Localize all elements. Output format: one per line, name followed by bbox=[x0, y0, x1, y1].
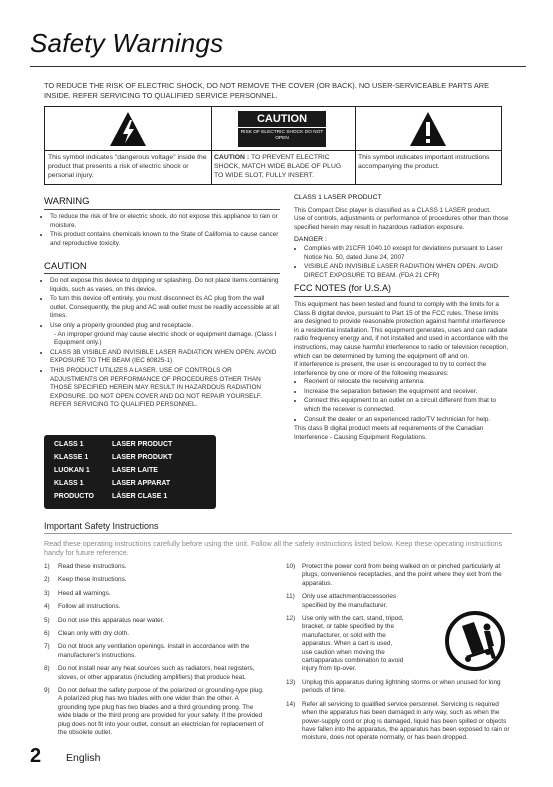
top-note: TO REDUCE THE RISK OF ELECTRIC SHOCK, DO NOT REMOVE THE COVER (OR BACK). NO USER-SERVICEABLE PARTS ARE INSIDE. REFER SERVICING TO QUALIFIED SERVICE PERSONNEL. bbox=[44, 81, 490, 100]
instruction-text: Do not install near any heat sources such as radiators, heat registers, stoves, or other apparatus (including amplifiers) that produce heat. bbox=[58, 665, 255, 681]
instruction-item bbox=[44, 630, 266, 638]
lightning-warning-icon bbox=[109, 111, 147, 147]
class-row-value: LASER LAITE bbox=[112, 467, 158, 474]
instruction-number: 7) bbox=[44, 643, 50, 651]
instruction-number: 14) bbox=[286, 700, 296, 708]
caution-sub: RISK OF ELECTRIC SHOCK DO NOT OPEN bbox=[240, 130, 324, 141]
warning-list bbox=[40, 213, 280, 249]
caution-item-text: Use only a properly grounded plug and receptacle. bbox=[50, 321, 194, 329]
fcc-paragraph: This equipment has been tested and found to comply with the limits for a Class B digital device, pursuant to Part 15 of the FCC rules. These limits are designed to provide reasonable protection against harmful interference in a residential installation. This equipment generates, uses and can radiate radio frequency energy and, if not installed and used in accordance with the instructions, may cause harmful interference to radio or television reception, which can be determined by turning the equipment off and on. bbox=[294, 300, 509, 360]
instruction-number: 5) bbox=[44, 616, 50, 624]
instruction-text: Refer all servicing to qualified service personnel. Servicing is required when the apparatus has been damaged in any way, such as when the power-supply cord or plug is damaged, liquid has been spilled or objects have fallen into the apparatus, the apparatus has been exposed to rain or moisture, does not operate normally, or has been dropped. bbox=[302, 700, 510, 742]
instruction-text: Only use attachment/accessories specified by the manufacturer. bbox=[302, 593, 397, 609]
caution-desc-text: TO PREVENT ELECTRIC SHOCK, MATCH WIDE BLADE OF PLUG TO WIDE SLOT, FULLY INSERT. bbox=[214, 154, 342, 179]
instruction-item bbox=[286, 563, 514, 588]
fcc-paragraph: If interference is present, the user is encouraged to try to correct the interference by one or more of the following measures: bbox=[294, 361, 487, 377]
voltage-symbol-desc: This symbol indicates "dangerous voltage" inside the product that presents a risk of electric shock or personal injury. bbox=[45, 150, 211, 184]
instruction-item bbox=[44, 687, 266, 737]
class-row-label: CLASS 1 bbox=[54, 441, 84, 448]
class-row-label: KLASSE 1 bbox=[54, 454, 89, 461]
table-cell-voltage bbox=[45, 107, 212, 184]
page-language: English bbox=[66, 752, 101, 764]
instructions-heading: Important Safety Instructions bbox=[44, 521, 159, 531]
danger-item: • Complies with 21CFR 1040.10 except for deviations pursuant to Laser Notice No. 50, dated June 24, 2007 bbox=[304, 245, 509, 262]
title-rule bbox=[30, 66, 526, 67]
instruction-item bbox=[44, 643, 266, 660]
cart-tipover-warning-icon bbox=[444, 610, 506, 672]
instruction-number: 6) bbox=[44, 630, 50, 638]
instruction-item bbox=[44, 603, 266, 611]
warning-item: • To reduce the risk of fire or electric shock, do not expose this appliance to rain or moisture. bbox=[50, 213, 280, 230]
class-row-value: LASER APPARAT bbox=[112, 480, 171, 487]
caution-item: • Do not expose this device to dripping or splashing. Do not place items containing liquids, such as vases, on this device. bbox=[50, 277, 280, 294]
instruction-number: 13) bbox=[286, 678, 296, 686]
exclamation-warning-icon bbox=[409, 111, 447, 147]
instruction-text: Unplug this apparatus during lightning storms or when unused for long periods of time. bbox=[302, 678, 501, 695]
fcc-item: • Reorient or relocate the receiving antenna. bbox=[304, 378, 509, 387]
caution-label: CAUTION bbox=[256, 113, 308, 125]
instruction-item bbox=[286, 615, 404, 674]
instruction-item bbox=[44, 665, 266, 682]
instruction-text: Clean only with dry cloth. bbox=[58, 630, 130, 638]
danger-item: • VISIBLE AND INVISIBLE LASER RADIATION WHEN OPEN. AVOID DIRECT EXPOSURE TO BEAM. (FDA 21 CFR) bbox=[304, 263, 509, 280]
fcc-heading: FCC NOTES (for U.S.A) bbox=[294, 283, 392, 294]
instructions-symbol-desc: This symbol indicates important instructions accompanying the product. bbox=[355, 150, 501, 184]
caution-divider bbox=[238, 127, 326, 128]
table-cell-caution bbox=[211, 107, 356, 184]
class-row-value: LASER PRODUCT bbox=[112, 441, 173, 448]
instruction-number: 4) bbox=[44, 603, 50, 611]
class1-heading: CLASS 1 LASER PRODUCT bbox=[294, 194, 382, 201]
warning-rule bbox=[44, 209, 280, 210]
class-row-label: LUOKAN 1 bbox=[54, 467, 90, 474]
caution-heading: CAUTION bbox=[44, 261, 87, 272]
page-title: Safety Warnings bbox=[30, 28, 224, 58]
caution-sub-item: - An improper ground may cause electric shock or equipment damage. (Class I Equipment only.) bbox=[54, 330, 277, 347]
danger-heading: DANGER : bbox=[294, 236, 327, 244]
instruction-number: 2) bbox=[44, 576, 50, 584]
warning-symbols-table bbox=[44, 106, 502, 185]
class-row-label: KLASS 1 bbox=[54, 480, 84, 487]
instruction-text: Do not block any ventilation openings. Install in accordance with the manufacturer's instructions. bbox=[58, 643, 250, 659]
warning-heading: WARNING bbox=[44, 196, 90, 207]
caution-item bbox=[50, 322, 280, 348]
instructions-list-left bbox=[44, 563, 266, 743]
instruction-text: Do not defeat the safety purpose of the polarized or grounding-type plug. A polarized plug has two blades with one wider than the other. A grounding type plug has two blades and a third grounding prong. The wide blade or the third prong are provided for your safety. If the provided plug does not fit into your outlet, consult an electrician for replacement of the obsolete outlet. bbox=[58, 687, 264, 737]
instruction-number: 9) bbox=[44, 687, 50, 695]
instruction-number: 8) bbox=[44, 665, 50, 673]
class-row-value: LASER PRODUKT bbox=[112, 454, 173, 461]
caution-label-box bbox=[238, 111, 326, 147]
class-row-value: LÁSER CLASE 1 bbox=[112, 493, 168, 500]
caution-item: • To turn this device off entirely, you must disconnect its AC plug from the wall outlet. Consequently, the plug and AC wall outlet must be readily accessible at all times. bbox=[50, 295, 280, 321]
instructions-intro: Read these operating instructions carefully before using the unit. Follow all the safety instructions listed below. Keep these operating instructions handy for future reference. bbox=[44, 539, 503, 557]
laser-class-box bbox=[44, 435, 216, 509]
instruction-number: 12) bbox=[286, 615, 296, 623]
instruction-item bbox=[286, 593, 404, 610]
warning-item: • This product contains chemicals known to the State of California to cause cancer and reproductive toxicity. bbox=[50, 231, 280, 248]
class1-paragraph: This Compact Disc player is classified as a CLASS 1 LASER product. bbox=[294, 206, 491, 214]
instruction-number: 10) bbox=[286, 563, 296, 570]
fcc-paragraph: This class B digital product meets all requirements of the Canadian Interference - Causing Equipment Regulations. bbox=[294, 425, 484, 441]
right-column bbox=[294, 194, 509, 442]
table-cell-instructions bbox=[355, 107, 501, 184]
instruction-text: Keep these Instructions. bbox=[58, 576, 127, 584]
instruction-text: Heed all warnings. bbox=[58, 589, 111, 597]
instruction-item bbox=[286, 701, 514, 743]
class-row-label: PRODUCTO bbox=[54, 493, 94, 500]
instruction-text: Do not use this apparatus near water. bbox=[58, 616, 165, 624]
instruction-number: 1) bbox=[44, 563, 50, 570]
fcc-item: • Connect this equipment to an outlet on a circuit different from that to which the receiver is connected. bbox=[304, 397, 509, 414]
page-number: 2 bbox=[30, 745, 42, 767]
instruction-item bbox=[44, 617, 266, 625]
instruction-item bbox=[44, 576, 266, 584]
instruction-text: Protect the power cord from being walked on or pinched particularly at plugs, convenience receptacles, and the point where they exit from the apparatus. bbox=[302, 563, 502, 587]
fcc-rule bbox=[294, 296, 509, 297]
caution-rule bbox=[44, 273, 280, 274]
caution-list bbox=[40, 277, 280, 411]
instruction-item bbox=[286, 679, 514, 696]
instruction-number: 11) bbox=[286, 593, 295, 601]
class1-paragraph: Use of controls, adjustments or performance of procedures other than those specified herein may result in hazardous radiation exposure. bbox=[294, 215, 509, 231]
instruction-text: Use only with the cart, stand, tripod, bracket, or table specified by the manufacturer, or sold with the apparatus. When a cart is used, use caution when moving the cart/apparatus combination to avoid injury from tip-over. bbox=[302, 615, 404, 673]
fcc-item: • Consult the dealer or an experienced radio/TV technician for help. bbox=[304, 416, 509, 425]
caution-desc-lead: CAUTION : bbox=[214, 154, 252, 161]
instruction-text: Follow all instructions. bbox=[58, 603, 121, 611]
instruction-number: 3) bbox=[44, 589, 50, 597]
instruction-text: Read these instructions. bbox=[58, 563, 127, 570]
caution-symbol-desc bbox=[211, 150, 355, 184]
instruction-item bbox=[44, 590, 266, 598]
caution-item: • CLASS 3B VISIBLE AND INVISIBLE LASER RADIATION WHEN OPEN. AVOID EXPOSURE TO THE BEAM (IEC 60825-1) bbox=[50, 349, 280, 366]
fcc-item: • Increase the separation between the equipment and receiver. bbox=[304, 388, 509, 397]
instructions-rule bbox=[44, 533, 512, 534]
caution-item: • THIS PRODUCT UTILIZES A LASER. USE OF CONTROLS OR ADJUSTMENTS OR PERFORMANCE OF PROCEDURES OTHER THAN THOSE SPECIFIED HEREIN MAY RESULT IN HAZARDOUS RADIATION EXPOSURE. DO NOT OPEN COVER AND DO NOT REPAIR YOURSELF. REFER SERVICING TO QUALIFIED PERSONNEL. bbox=[50, 367, 280, 410]
instruction-item bbox=[44, 563, 266, 571]
